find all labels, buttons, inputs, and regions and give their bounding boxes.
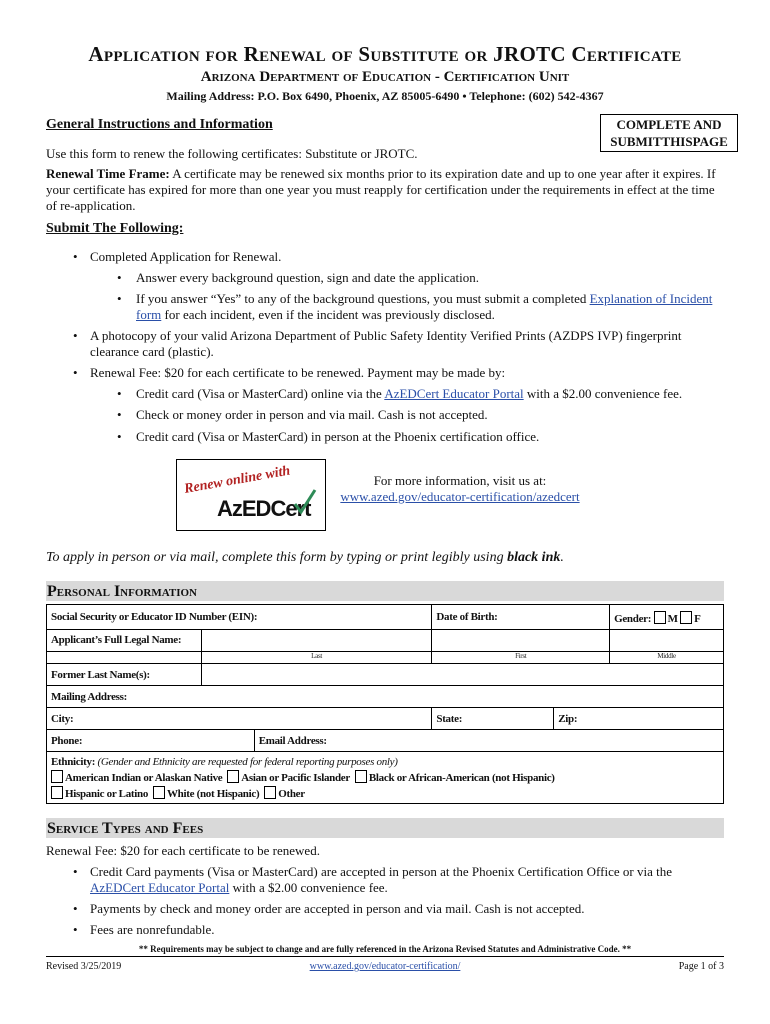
submit-subitem-background: Answer every background question, sign and date the application. [136,270,479,285]
bullet-dot: • [73,864,78,879]
bullet-dot: • [73,249,78,264]
submit-subitem-explanation [136,291,716,323]
service-credit-post: with a $2.00 convenience fee. [229,880,388,895]
renewal-time-frame [46,166,726,214]
azedcert-logo[interactable] [176,459,326,531]
footer-note: ** Requirements may be subject to change and are fully referenced in the Arizona Revised Statutes and Administrative Code. ** [138,944,632,954]
general-instructions-heading: General Instructions and Information [46,117,273,132]
instruction-bold: black ink [507,550,561,565]
zip-label: Zip: [558,713,578,725]
footer-link[interactable]: www.azed.gov/educator-certification/ [309,961,461,972]
ethnicity-white-label: White (not Hispanic) [166,788,260,800]
city-field[interactable] [47,708,432,730]
ssn-field[interactable] [47,605,432,630]
azedcert-info-link[interactable]: www.azed.gov/educator-certification/azedcert [340,489,580,504]
email-label: Email Address: [258,735,327,747]
former-name-label: Former Last Name(s): [51,669,150,681]
phone-label: Phone: [51,735,83,747]
name-sublabel-spacer [47,652,202,664]
submit-item-application: Completed Application for Renewal. [90,249,282,264]
ethnicity-hispanic-label: Hispanic or Latino [65,788,149,800]
instruction-post: . [560,550,564,565]
service-credit-card [90,864,720,896]
last-sublabel: Last [201,652,432,664]
full-name-label-cell [47,630,202,652]
service-portal-link[interactable]: AzEDCert Educator Portal [90,880,230,895]
ethnicity-note: (Gender and Ethnicity are requested for federal reporting purposes only) [97,756,398,768]
bullet-dot: • [117,407,122,422]
first-name-input[interactable] [432,630,610,652]
renew-online-text: Renew online with [183,463,292,497]
personal-information-heading: Personal Information [46,581,724,601]
last-name-input[interactable] [201,630,432,652]
ssn-label: Social Security or Educator ID Number (EIN): [51,611,258,623]
page-title: Application for Renewal of Substitute or JROTC Certificate [88,42,682,66]
azedcert-brand-text: AzEDCert [217,496,311,521]
ethnicity-hispanic-checkbox[interactable] [51,786,63,799]
gender-f-label: F [694,613,701,625]
ethnicity-other-checkbox[interactable] [264,786,276,799]
complete-submit-box [600,114,738,152]
instruction-pre: To apply in person or via mail, complete this form by typing or print legibly using [46,550,508,565]
bullet-dot: • [117,291,122,306]
submit-subitem-online [136,386,682,402]
gender-f-checkbox[interactable] [680,611,692,624]
submit-item-fee: Renewal Fee: $20 for each certificate to be renewed. Payment may be made by: [90,365,506,380]
revised-date: Revised 3/25/2019 [46,961,122,972]
zip-field[interactable] [554,708,724,730]
explanation-text-pre: If you answer “Yes” to any of the background questions, you must submit a completed [136,291,590,306]
phone-field[interactable] [47,730,255,752]
explanation-text-post: for each incident, even if the incident was previously disclosed. [161,307,495,322]
mailing-address: Mailing Address: P.O. Box 6490, Phoenix, AZ 85005-6490 • Telephone: (602) 542-4367 [166,89,604,103]
time-frame-label: Renewal Time Frame: [46,166,170,181]
former-name-input[interactable] [201,664,723,686]
ethnicity-white-checkbox[interactable] [153,786,165,799]
complete-box-line2: SUBMITTHISPAGE [610,134,728,149]
complete-box-line1: COMPLETE AND [616,117,722,132]
bullet-dot: • [117,386,122,401]
ethnicity-asian-label: Asian or Pacific Islander [241,772,350,784]
ethnicity-black-checkbox[interactable] [355,770,367,783]
full-name-label: Applicant’s Full Legal Name: [51,634,182,646]
ethnicity-native-checkbox[interactable] [51,770,63,783]
bullet-dot: • [117,429,122,444]
azedcert-logo-graphic [177,460,324,529]
azedcert-portal-link[interactable]: AzEDCert Educator Portal [384,386,524,401]
bullet-dot: • [73,901,78,916]
state-label: State: [436,713,463,725]
gender-label: Gender: [614,613,652,625]
online-text-post: with a $2.00 convenience fee. [523,386,683,401]
city-label: City: [51,713,74,725]
ethnicity-black-label: Black or African-American (not Hispanic) [368,772,555,784]
dob-label: Date of Birth: [436,611,498,623]
bullet-dot: • [73,922,78,937]
bullet-dot: • [73,365,78,380]
service-credit-pre: Credit Card payments (Visa or MasterCard) are accepted in person at the Phoenix Certification Office or via the [90,864,672,879]
bullet-dot: • [117,270,122,285]
middle-name-input[interactable] [610,630,724,652]
gender-field [610,605,724,630]
footer-divider [46,956,724,957]
state-field[interactable] [432,708,554,730]
mailing-address-label: Mailing Address: [51,691,127,703]
ethnicity-label: Ethnicity: [51,756,96,768]
service-fee-text: Renewal Fee: $20 for each certificate to be renewed. [46,843,320,858]
explanation-of-incident-link[interactable]: Explanation of Incident form [136,291,713,322]
page-number: Page 1 of 3 [678,961,724,972]
ethnicity-field [47,752,724,804]
gender-m-checkbox[interactable] [654,611,666,624]
middle-sublabel: Middle [610,652,724,664]
service-nonrefundable: Fees are nonrefundable. [90,922,215,937]
service-types-heading: Service Types and Fees [46,818,724,838]
gender-m-label: M [667,613,678,625]
email-field[interactable] [254,730,723,752]
time-frame-text: A certificate may be renewed six months prior to its expiration date and up to one year after it expires. If your certificate has expired for more than one year you must reapply for certification under the requirements in effect at the time of re-application. [46,166,716,213]
ethnicity-native-label: American Indian or Alaskan Native [65,772,223,784]
page-subtitle: Arizona Department of Education - Certification Unit [200,69,570,85]
submit-item-fingerprint: A photocopy of your valid Arizona Department of Public Safety Identity Verified Prints (AZDPS IVP) fingerprint clearance card (plastic). [90,328,682,359]
dob-field[interactable] [432,605,610,630]
online-text-pre: Credit card (Visa or MasterCard) online via the [136,386,385,401]
first-sublabel: First [432,652,610,664]
ethnicity-asian-checkbox[interactable] [227,770,239,783]
bullet-dot: • [73,328,78,343]
intro-text: Use this form to renew the following certificates: Substitute or JROTC. [46,146,418,161]
ethnicity-other-label: Other [278,788,305,800]
service-check: Payments by check and money order are accepted in person and via mail. Cash is not accepted. [90,901,585,916]
submit-subitem-credit-in-person: Credit card (Visa or MasterCard) in person at the Phoenix certification office. [136,429,540,444]
ink-instruction [46,550,564,566]
submit-subitem-check: Check or money order in person and via mail. Cash is not accepted. [136,407,488,422]
personal-info-table [46,604,724,804]
more-info-text: For more information, visit us at: [373,473,547,488]
mailing-address-field[interactable] [47,686,724,708]
former-name-label-cell [47,664,202,686]
submit-heading: Submit The Following: [46,221,184,236]
